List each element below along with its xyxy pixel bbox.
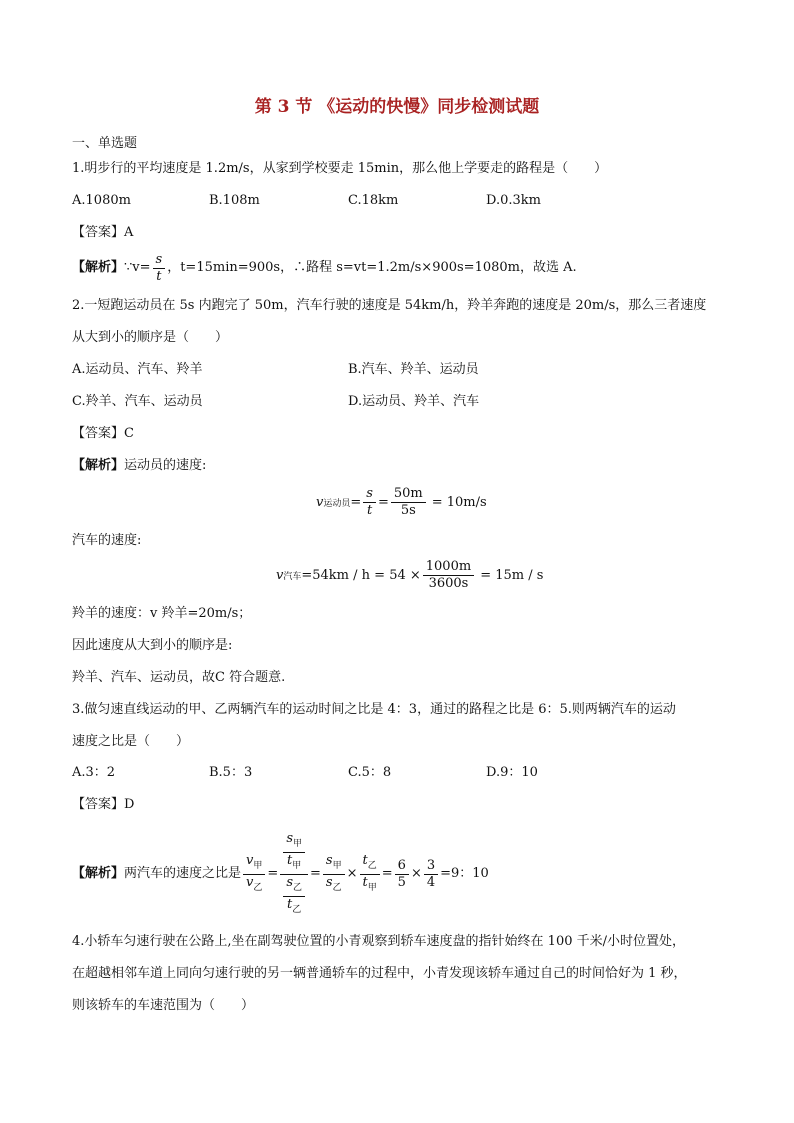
eq-sign: = xyxy=(350,494,362,510)
eq-mid: =54km / h = 54 × xyxy=(301,567,421,583)
fraction xyxy=(423,559,474,592)
q2-option-c: C.羚羊、汽车、运动员 xyxy=(72,394,203,409)
q2-equation-runner xyxy=(316,482,487,522)
section-heading: 一、单选题 xyxy=(72,136,138,151)
q1-analysis-pre: ∵v= xyxy=(124,260,151,275)
analysis-label: 【解析】 xyxy=(72,260,125,275)
q3-analysis-text: 两汽车的速度之比是 xyxy=(124,866,242,881)
fraction-numerator: $v_甲$ xyxy=(243,853,265,875)
fraction-numerator: 50m xyxy=(391,486,426,503)
fraction xyxy=(243,853,265,896)
q1-option-b: B.108m xyxy=(209,193,260,208)
q2-stem-line1: 2.一短跑运动员在 5s 内跑完了 50m，汽车行驶的速度是 54km/h，羚羊奔跑的速度是 20m/s，那么三者速度 xyxy=(72,298,707,313)
q3-analysis xyxy=(72,828,489,920)
times-sign: × xyxy=(410,866,422,881)
q2-antelope: 羚羊的速度：v 羚羊=20m/s； xyxy=(72,606,252,621)
fraction-denominator: $v_乙$ xyxy=(246,874,263,893)
fraction: $\frac{6}{5}$ xyxy=(395,858,409,891)
fraction-numerator: $\frac{s_甲}{t_甲}$ xyxy=(280,831,308,875)
fraction xyxy=(153,252,166,285)
fraction-numerator: s xyxy=(153,252,166,269)
q3-option-c: C.5：8 xyxy=(348,765,392,780)
fraction-numerator: s xyxy=(363,486,376,503)
q2-car-label: 汽车的速度: xyxy=(72,533,142,548)
eq-sign: = xyxy=(381,866,393,881)
q3-option-d: D.9：10 xyxy=(486,765,538,780)
q2-analysis-text: 运动员的速度: xyxy=(124,458,207,473)
fraction-denominator: $\frac{s_乙}{t_乙}$ xyxy=(280,875,308,918)
q3-option-a: A.3：2 xyxy=(72,765,116,780)
q2-option-d: D.运动员、羚羊、汽车 xyxy=(348,394,480,409)
analysis-label: 【解析】 xyxy=(72,458,125,473)
q1-stem: 1.明步行的平均速度是 1.2m/s，从家到学校要走 15min，那么他上学要走的路程是（ ） xyxy=(72,161,608,176)
eq-result: = 15m / s xyxy=(480,567,544,583)
eq-sign: = xyxy=(310,866,321,881)
eq-result: = 10m/s xyxy=(431,494,487,510)
times-sign: × xyxy=(346,866,358,881)
fraction-denominator: 3600s xyxy=(428,575,469,591)
q3-stem-line1: 3.做匀速直线运动的甲、乙两辆汽车的运动时间之比是 4：3，通过的路程之比是 6：5.则两辆汽车的运动 xyxy=(72,702,676,717)
fraction-denominator: t xyxy=(367,502,373,518)
fraction: $\frac{t_乙}{t_甲}$ xyxy=(360,853,380,896)
q4-line3: 则该轿车的车速范围为（ ） xyxy=(72,998,255,1013)
q1-option-d: D.0.3km xyxy=(486,193,541,208)
fraction: $\frac{3}{4}$ xyxy=(424,858,438,891)
eq-sign: = xyxy=(267,866,279,881)
q4-line2: 在超越相邻车道上同向匀速行驶的另一辆普通轿车的过程中，小青发现该轿车通过自己的时间恰好为 1 秒， xyxy=(72,966,687,981)
q4-line1: 4.小轿车匀速行驶在公路上,坐在副驾驶位置的小青观察到轿车速度盘的指针始终在 100 千米/小时位置处， xyxy=(72,934,685,949)
fraction: $\frac{s_甲}{s_乙}$ xyxy=(323,853,345,896)
q2-equation-car xyxy=(276,555,543,595)
q1-answer: 【答案】A xyxy=(72,225,134,240)
eq-v: v xyxy=(276,567,284,583)
q3-option-b: B.5：3 xyxy=(209,765,253,780)
q1-analysis xyxy=(72,250,577,286)
eq-sub: 运动员 xyxy=(323,498,351,509)
q2-option-b: B.汽车、羚羊、运动员 xyxy=(348,362,479,377)
q2-stem-line2: 从大到小的顺序是（ ） xyxy=(72,330,229,345)
eq-v: v xyxy=(316,494,324,510)
eq-result: =9：10 xyxy=(440,866,489,881)
eq-sub: 汽车 xyxy=(283,571,302,582)
analysis-label: 【解析】 xyxy=(72,866,125,881)
q2-answer: 【答案】C xyxy=(72,426,134,441)
q3-stem-line2: 速度之比是（ ） xyxy=(72,734,190,749)
fraction-denominator: t xyxy=(156,268,162,284)
q1-analysis-post: ，t=15min=900s，∴路程 s=vt=1.2m/s×900s=1080m，故选 A. xyxy=(167,260,577,275)
q3-answer: 【答案】D xyxy=(72,797,135,812)
compound-fraction xyxy=(280,831,308,918)
q1-option-a: A.1080m xyxy=(72,193,131,208)
fraction xyxy=(363,486,376,519)
fraction xyxy=(391,486,426,519)
q2-option-a: A.运动员、汽车、羚羊 xyxy=(72,362,203,377)
fraction-numerator: 1000m xyxy=(423,559,474,576)
fraction-denominator: 5s xyxy=(400,502,416,518)
q2-analysis xyxy=(72,457,206,475)
eq-sign: = xyxy=(377,494,389,510)
q2-conclusion-2: 羚羊、汽车、运动员，故C 符合题意. xyxy=(72,670,286,685)
page-title: 第 3 节 《运动的快慢》同步检测试题 xyxy=(254,97,540,117)
q2-conclusion-1: 因此速度从大到小的顺序是: xyxy=(72,638,233,653)
q1-option-c: C.18km xyxy=(348,193,399,208)
